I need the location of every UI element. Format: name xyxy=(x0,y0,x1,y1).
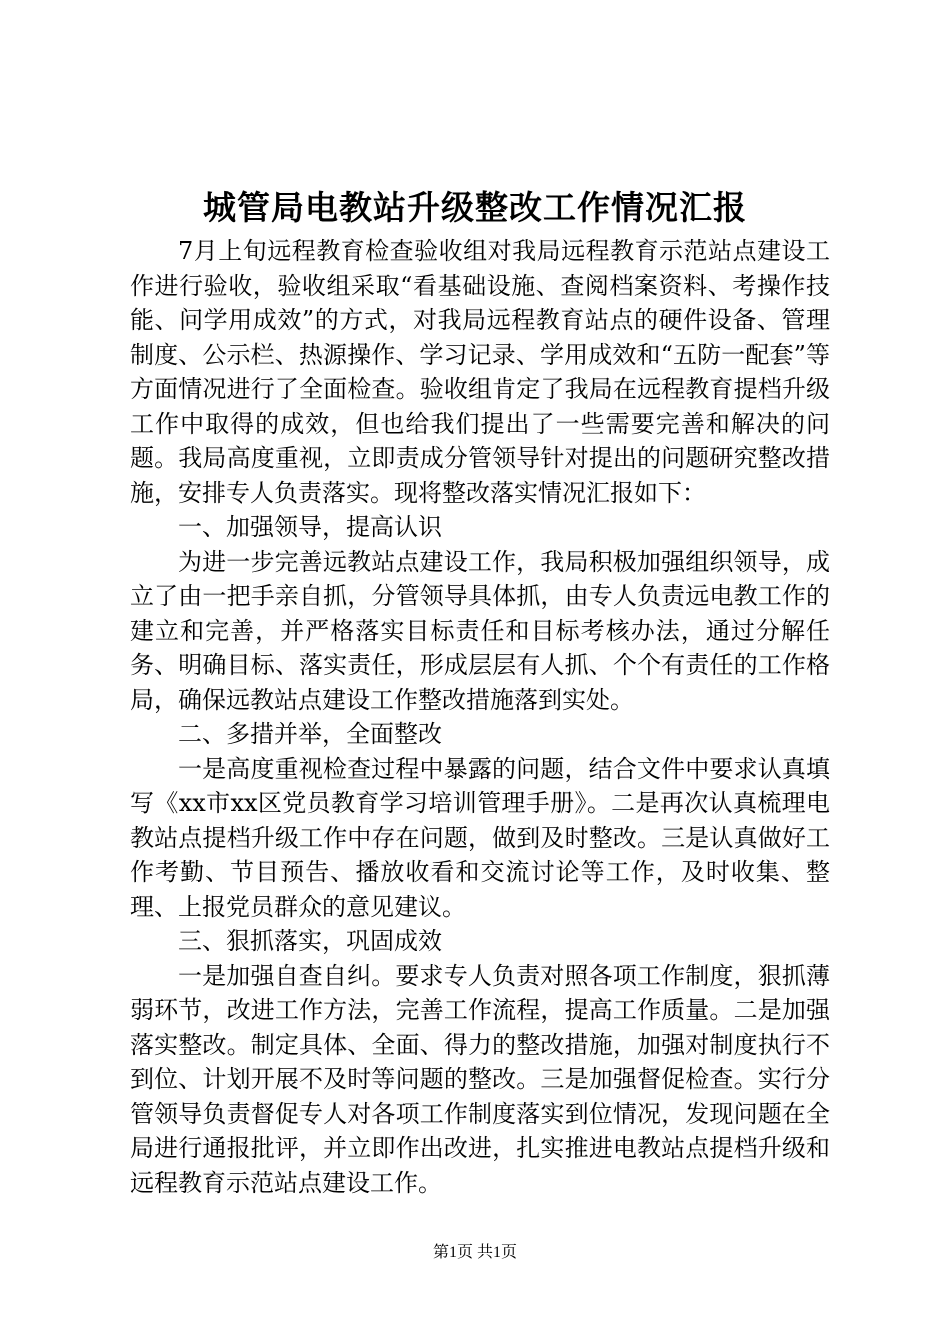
section-paragraph-3: 一是加强自查自纠。要求专人负责对照各项工作制度，狠抓薄弱环节，改进工作方法，完善工作流程，提高工作质量。二是加强落实整改。制定具体、全面、得力的整改措施，加强对制度执行不到位、计划开展不及时等问题的整改。三是加强督促检查。实行分管领导负责督促专人对各项工作制度落实到位情况，发现问题在全局进行通报批评，并立即作出改进，扎实推进电教站点提档升级和远程教育示范站点建设工作。 xyxy=(130,961,830,1197)
intro-paragraph: 7月上旬远程教育检查验收组对我局远程教育示范站点建设工作进行验收，验收组采取“看基础设施、查阅档案资料、考操作技能、问学用成效”的方式，对我局远程教育站点的硬件设备、管理制度、公示栏、热源操作、学习记录、学用成效和“五防一配套”等方面情况进行了全面检查。验收组肯定了我局在远程教育提档升级工作中取得的成效，但也给我们提出了一些需要完善和解决的问题。我局高度重视，立即责成分管领导针对提出的问题研究整改措施，安排专人负责落实。现将整改落实情况汇报如下： xyxy=(130,237,830,507)
document-title: 城管局电教站升级整改工作情况汇报 xyxy=(203,188,747,227)
section-paragraph-2: 一是高度重视检查过程中暴露的问题，结合文件中要求认真填写《xx市xx区党员教育学习培训管理手册》。二是再次认真梳理电教站点提档升级工作中存在问题，做到及时整改。三是认真做好工作考勤、节目预告、播放收看和交流讨论等工作，及时收集、整理、上报党员群众的意见建议。 xyxy=(130,754,830,921)
section-paragraph-1: 为进一步完善远教站点建设工作，我局积极加强组织领导，成立了由一把手亲自抓，分管领导具体抓，由专人负责远电教工作的建立和完善，并严格落实目标责任和目标考核办法，通过分解任务、明确目标、落实责任，形成层层有人抓、个个有责任的工作格局，确保远教站点建设工作整改措施落到实处。 xyxy=(130,547,830,714)
page-footer: 第1页 共1页 xyxy=(432,1244,517,1261)
document-body xyxy=(130,234,830,1200)
section-heading-2: 二、多措并举，全面整改 xyxy=(178,720,442,748)
section-heading-3: 三、狠抓落实，巩固成效 xyxy=(178,927,442,955)
section-heading-1: 一、加强领导，提高认识 xyxy=(178,513,442,541)
